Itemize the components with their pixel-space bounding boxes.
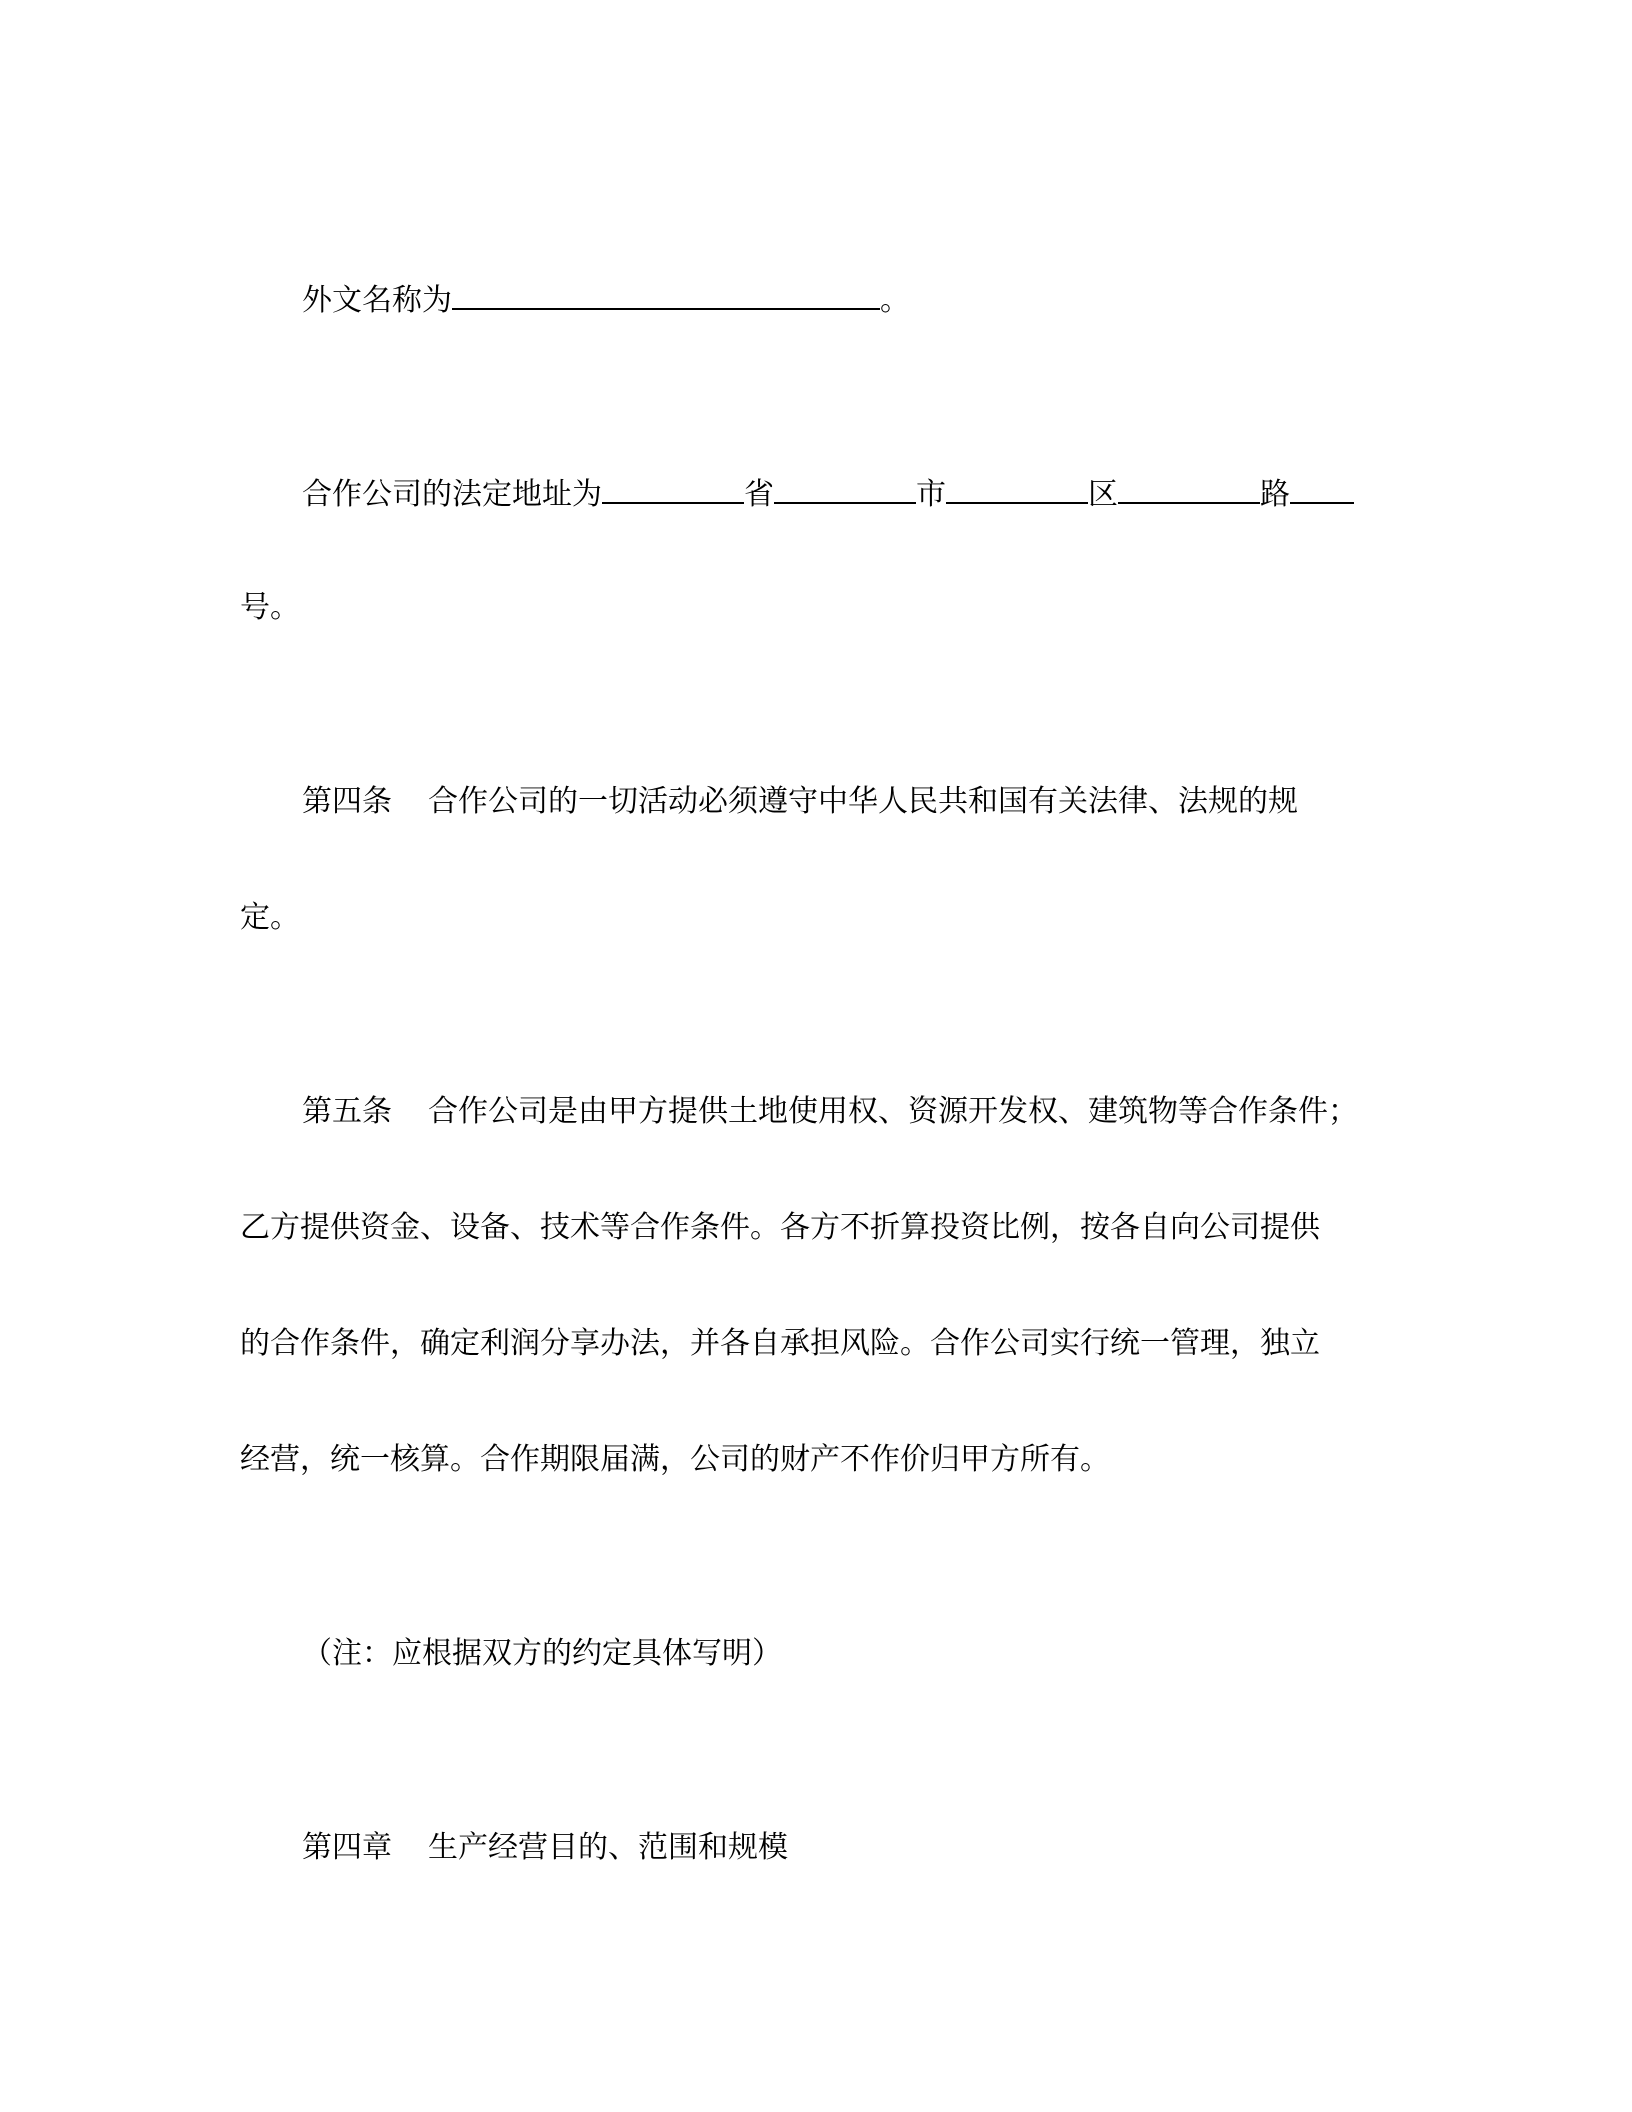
article-5-text-1: 合作公司是由甲方提供土地使用权、资源开发权、建筑物等合作条件； — [428, 1094, 1358, 1129]
foreign-name-line — [302, 278, 910, 318]
article-5-number: 第五条 — [302, 1094, 392, 1129]
number-label: 号。 — [240, 590, 300, 625]
article-5-line-2 — [240, 1208, 1320, 1248]
article-4-number: 第四条 — [302, 784, 392, 819]
number-blank[interactable] — [1290, 472, 1354, 504]
address-line-2 — [240, 588, 300, 628]
foreign-name-end: 。 — [880, 283, 910, 318]
province-blank[interactable] — [602, 472, 744, 504]
road-label: 路 — [1260, 477, 1290, 512]
article-4-text-2: 定。 — [240, 900, 300, 935]
district-blank[interactable] — [946, 472, 1088, 504]
article-4-line-1 — [302, 782, 1298, 822]
city-blank[interactable] — [774, 472, 916, 504]
province-label: 省 — [744, 477, 774, 512]
article-5-line-1 — [302, 1092, 1358, 1132]
note-text: （注：应根据双方的约定具体写明） — [302, 1636, 782, 1671]
article-5-line-4 — [240, 1440, 1110, 1480]
foreign-name-blank[interactable] — [452, 278, 880, 310]
chapter-4-number: 第四章 — [302, 1830, 392, 1865]
article-5-text-2: 乙方提供资金、设备、技术等合作条件。各方不折算投资比例，按各自向公司提供 — [240, 1210, 1320, 1245]
article-5-line-3 — [240, 1324, 1320, 1364]
article-4-text-1: 合作公司的一切活动必须遵守中华人民共和国有关法律、法规的规 — [428, 784, 1298, 819]
note-line — [302, 1634, 782, 1674]
address-line — [302, 472, 1354, 512]
address-label: 合作公司的法定地址为 — [302, 477, 602, 512]
foreign-name-label: 外文名称为 — [302, 283, 452, 318]
city-label: 市 — [916, 477, 946, 512]
chapter-4-heading — [302, 1828, 788, 1868]
article-4-line-2 — [240, 898, 300, 938]
road-blank[interactable] — [1118, 472, 1260, 504]
article-5-text-4: 经营，统一核算。合作期限届满，公司的财产不作价归甲方所有。 — [240, 1442, 1110, 1477]
chapter-4-title: 生产经营目的、范围和规模 — [428, 1830, 788, 1865]
article-5-text-3: 的合作条件，确定利润分享办法，并各自承担风险。合作公司实行统一管理，独立 — [240, 1326, 1320, 1361]
district-label: 区 — [1088, 477, 1118, 512]
